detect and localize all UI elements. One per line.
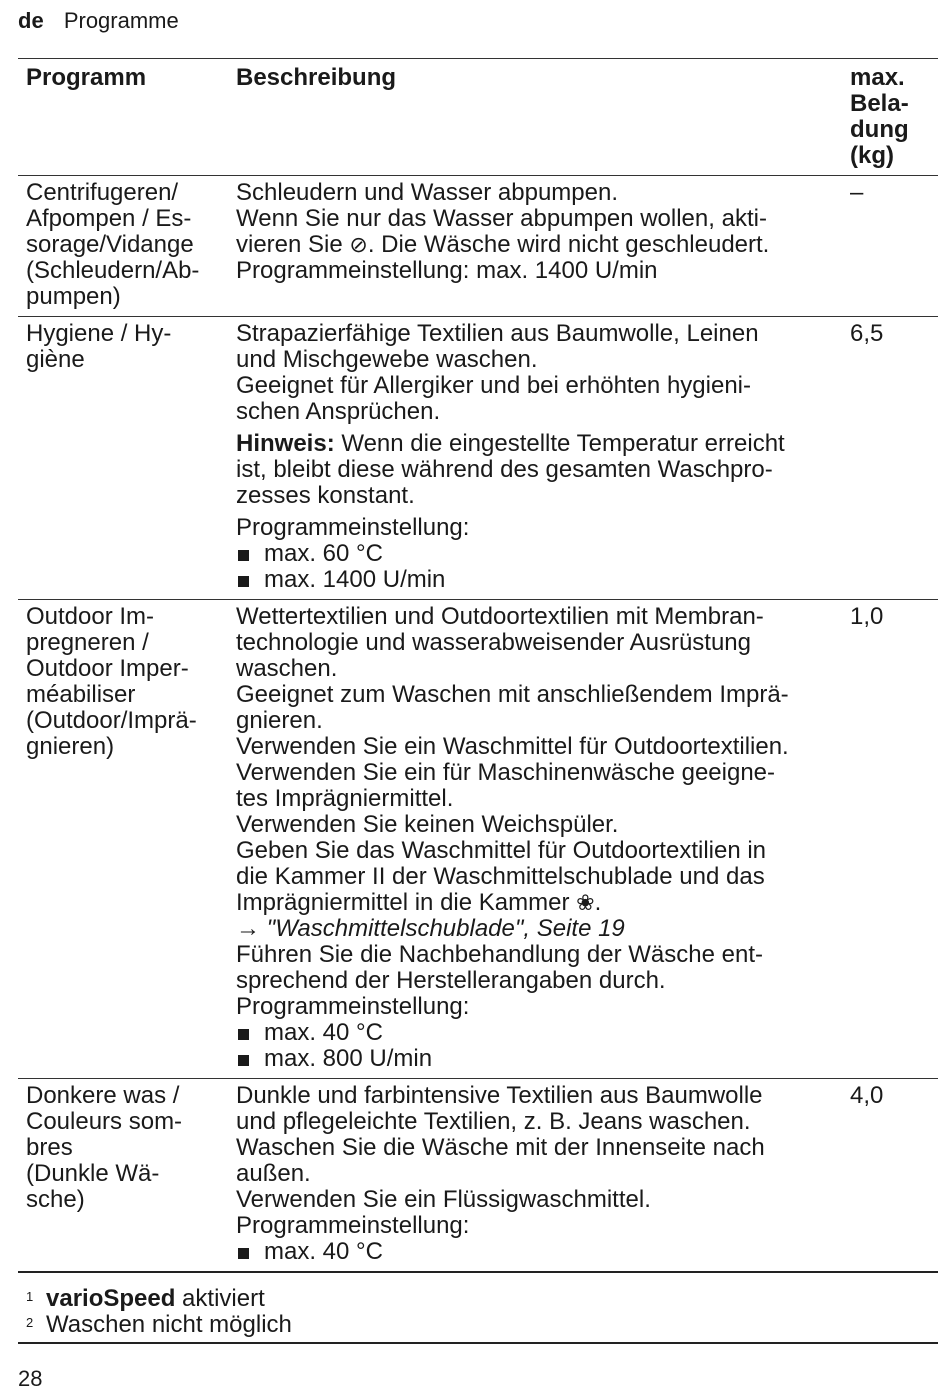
programs-table (18, 58, 938, 1273)
max-load-value: 6,5 (850, 320, 884, 347)
note: Hinweis: Wenn die eingestellte Temperatur erreicht ist, bleibt diese während des gesamten Waschpro- zesses konstant. (236, 430, 785, 509)
max-load-value: 1,0 (850, 603, 884, 630)
list-item: max. 800 U/min (236, 1046, 834, 1072)
program-name: Hygiene / Hy- giène (26, 320, 172, 373)
list-item: max. 40 °C (236, 1020, 834, 1046)
max-load-value: 4,0 (850, 1082, 884, 1109)
program-name: Donkere was / Couleurs som- bres (Dunkle Wä- sche) (26, 1082, 183, 1213)
list-item: max. 60 °C (236, 541, 834, 567)
table-row (18, 176, 938, 317)
page-number: 28 (18, 1366, 43, 1391)
program-description: Wettertextilien und Outdoortextilien mit Membran- technologie und wasserabweisender Ausrüstung waschen. Geeignet zum Waschen mit anschließendem Imprä- gnieren. Verwenden Sie ein Waschmittel für Outdoortextilien. Verwenden Sie ein für Maschinenwäsche geeigne- tes Imprägniermittel. Verwenden Sie keinen Weichspüler. Geben Sie das Waschmittel für Outdoortextilien in die Kammer II der Waschmittelschublade und das Imprägniermittel in die Kammer ❀. → "Waschmittelschublade", Seite 19 Führen Sie die Nachbehandlung der Wäsche ent- sprechend der Herstellerangaben durch. Programmeinstellung: max. 40 °C max. 800 U/min (230, 600, 844, 1079)
program-name: Outdoor Im- pregneren / Outdoor Imper- méabiliser (Outdoor/Imprä- gnieren) (26, 603, 197, 760)
max-load-value: – (850, 179, 864, 206)
page-header (18, 8, 179, 34)
table-header-row (18, 59, 938, 176)
table-row (18, 317, 938, 600)
cross-reference-link[interactable]: → "Waschmittelschublade", Seite 19 (236, 915, 625, 942)
footnote: 1 varioSpeed aktiviert (26, 1285, 265, 1312)
header-program: Programm (26, 64, 147, 91)
section-title: Programme (63, 8, 179, 33)
header-description: Beschreibung (236, 64, 397, 91)
program-name: Centrifugeren/ Afpompen / Es- sorage/Vidange (Schleudern/Ab- pumpen) (26, 179, 200, 310)
program-description: Schleudern und Wasser abpumpen. Wenn Sie nur das Wasser abpumpen wollen, akti- vieren Sie ⊘. Die Wäsche wird nicht geschleudert. Programmeinstellung: max. 1400 U/min (236, 179, 770, 284)
program-description: Dunkle und farbintensive Textilien aus Baumwolle und pflegeleichte Textilien, z. B. Jeans waschen. Waschen Sie die Wäsche mit der Innenseite nach außen. Verwenden Sie ein Flüssigwaschmittel. Programmeinstellung: max. 40 °C (230, 1079, 844, 1273)
footnotes (18, 1286, 938, 1344)
list-item: max. 40 °C (236, 1239, 834, 1265)
header-max-load: max. Bela- dung (kg) (850, 64, 909, 169)
no-spin-icon: ⊘ (349, 232, 368, 257)
footnote: 2 Waschen nicht möglich (26, 1311, 292, 1338)
note-label: Hinweis: (236, 430, 335, 457)
language-tag: de (18, 8, 44, 33)
list-item: max. 1400 U/min (236, 567, 834, 593)
table-row (18, 600, 938, 1079)
program-description: Strapazierfähige Textilien aus Baumwolle, Leinen und Mischgewebe waschen. Geeignet für Allergiker und bei erhöhten hygieni- schen Ansprüchen. Hinweis: Wenn die eingestellte Temperatur erreicht ist, bleibt diese während des gesamten Waschpro- zesses konstant. Programmeinstellung: max. 60 °C max. 1400 U/min (230, 317, 844, 600)
softener-chamber-icon: ❀ (576, 890, 595, 915)
table-row (18, 1079, 938, 1273)
